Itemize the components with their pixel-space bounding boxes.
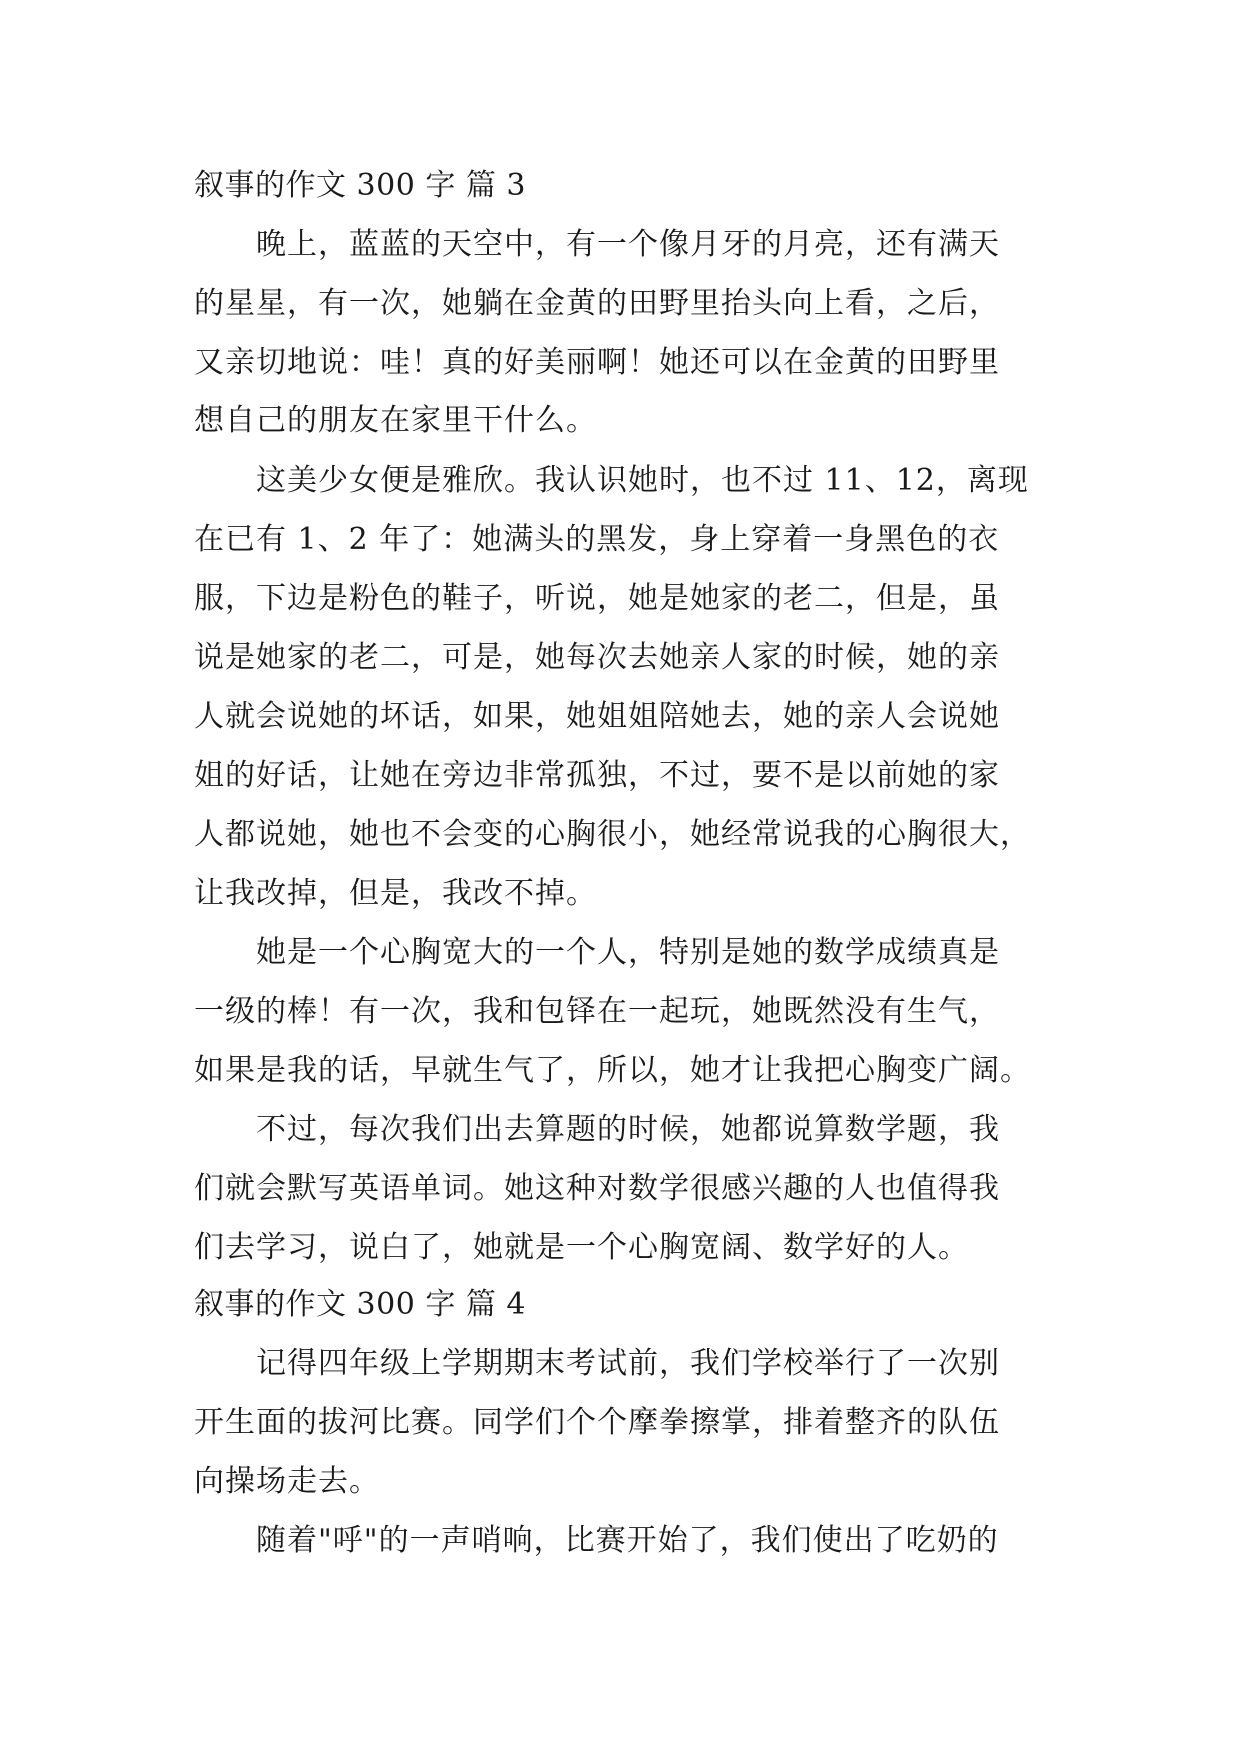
section-heading: 叙事的作文 300 字 篇 4 xyxy=(194,1287,526,1322)
paragraph-line: 一级的棒！有一次，我和包铎在一起玩，她既然没有生气， xyxy=(194,994,1000,1029)
paragraph-line: 说是她家的老二，可是，她每次去她亲人家的时候，她的亲 xyxy=(194,640,1000,675)
paragraph-line: 这美少女便是雅欣。我认识她时，也不过 11、12，离现 xyxy=(256,463,1029,498)
paragraph-line: 又亲切地说：哇！真的好美丽啊！她还可以在金黄的田野里 xyxy=(194,345,1000,380)
paragraph-line: 如果是我的话，早就生气了，所以，她才让我把心胸变广阔。 xyxy=(194,1053,1031,1088)
paragraph-line: 的星星，有一次，她躺在金黄的田野里抬头向上看，之后， xyxy=(194,286,1000,321)
paragraph-line: 记得四年级上学期期末考试前，我们学校举行了一次别 xyxy=(256,1346,1000,1381)
paragraph-line: 人都说她，她也不会变的心胸很小，她经常说我的心胸很大， xyxy=(194,817,1031,852)
paragraph-line: 晚上，蓝蓝的天空中，有一个像月牙的月亮，还有满天 xyxy=(256,227,1000,262)
paragraph-line: 们就会默写英语单词。她这种对数学很感兴趣的人也值得我 xyxy=(194,1171,1000,1206)
paragraph-line: 向操场走去。 xyxy=(194,1464,380,1499)
paragraph-line: 开生面的拔河比赛。同学们个个摩拳擦掌，排着整齐的队伍 xyxy=(194,1405,1000,1440)
paragraph-line: 人就会说她的坏话，如果，她姐姐陪她去，她的亲人会说她 xyxy=(194,699,1000,734)
paragraph-line: 在已有 1、2 年了：她满头的黑发，身上穿着一身黑色的衣 xyxy=(194,522,1000,557)
paragraph-line: 不过，每次我们出去算题的时候，她都说算数学题，我 xyxy=(256,1112,1000,1147)
paragraph-line: 们去学习，说白了，她就是一个心胸宽阔、数学好的人。 xyxy=(194,1230,969,1265)
section-heading: 叙事的作文 300 字 篇 3 xyxy=(194,168,526,203)
paragraph-line: 想自己的朋友在家里干什么。 xyxy=(194,403,597,438)
paragraph-line: 她是一个心胸宽大的一个人，特别是她的数学成绩真是 xyxy=(256,935,1000,970)
paragraph-line: 姐的好话，让她在旁边非常孤独，不过，要不是以前她的家 xyxy=(194,758,1000,793)
paragraph-line: 随着"呼"的一声哨响，比赛开始了，我们使出了吃奶的 xyxy=(256,1523,999,1558)
paragraph-line: 让我改掉，但是，我改不掉。 xyxy=(194,876,597,911)
paragraph-line: 服，下边是粉色的鞋子，听说，她是她家的老二，但是，虽 xyxy=(194,581,1000,616)
